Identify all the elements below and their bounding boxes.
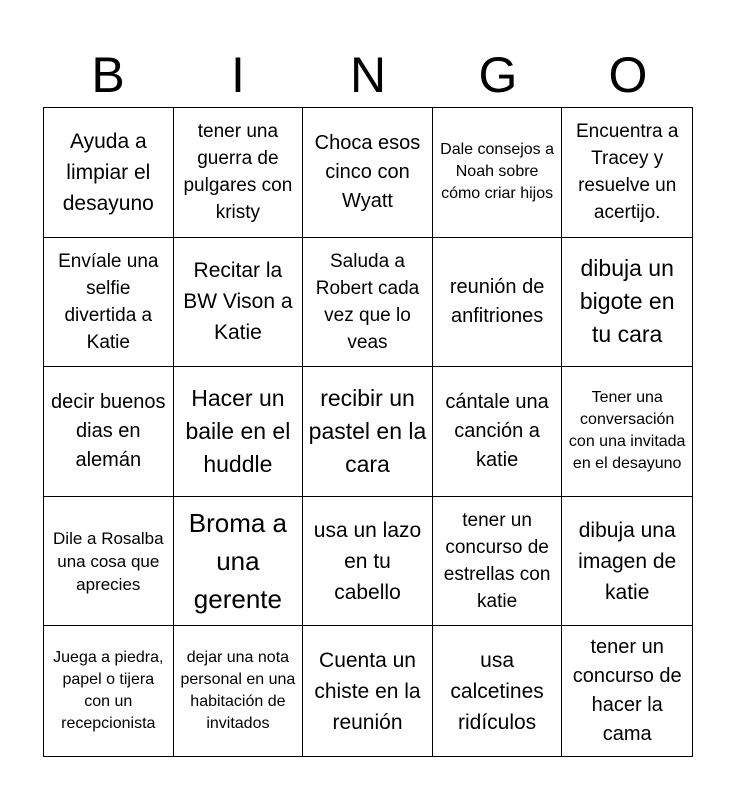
header-letter-n: N <box>349 47 387 103</box>
bingo-cell-r1c4: Dale consejos a Noah sobre cómo criar hijos <box>433 108 563 238</box>
bingo-cell-r3c3: recibir un pastel en la cara <box>303 367 433 497</box>
bingo-cell-r5c4: usa calcetines ridículos <box>433 626 563 756</box>
bingo-cell-r2c5: dibuja un bigote en tu cara <box>562 238 692 368</box>
bingo-cell-r2c4: reunión de anfitriones <box>433 238 563 368</box>
header-letter-o: O <box>608 47 648 103</box>
bingo-cell-r2c2: Recitar la BW Vison a Katie <box>174 238 304 368</box>
bingo-cell-r5c3: Cuenta un chiste en la reunión <box>303 626 433 756</box>
bingo-cell-r2c3: Saluda a Robert cada vez que lo veas <box>303 238 433 368</box>
bingo-cell-r3c4: cántale una canción a katie <box>433 367 563 497</box>
bingo-cell-r1c2: tener una guerra de pulgares con kristy <box>174 108 304 238</box>
bingo-cell-r3c2: Hacer un baile en el huddle <box>174 367 304 497</box>
bingo-cell-r5c2: dejar una nota personal en una habitación de invitados <box>174 626 304 756</box>
bingo-cell-r4c5: dibuja una imagen de katie <box>562 497 692 627</box>
bingo-cell-r5c5: tener un concurso de hacer la cama <box>572 636 682 746</box>
bingo-grid <box>43 107 693 757</box>
bingo-cell-r5c1: Juega a piedra, papel o tijera con un recepcionista <box>44 626 174 756</box>
header-letter-i: I <box>231 47 245 103</box>
header-letter-b: B <box>91 47 125 103</box>
header-letter-g: G <box>478 47 518 103</box>
bingo-cell-r2c1: Envíale una selfie divertida a Katie <box>44 238 174 368</box>
bingo-cell-r1c1: Ayuda a limpiar el desayuno <box>44 108 174 238</box>
bingo-cell-r4c3: usa un lazo en tu cabello <box>303 497 433 627</box>
bingo-cell-r1c3: Choca esos cinco con Wyatt <box>303 108 433 238</box>
bingo-cell-r4c2: Broma a una gerente <box>174 497 304 627</box>
bingo-cell-r3c1: decir buenos dias en alemán <box>44 367 174 497</box>
bingo-header <box>43 44 693 106</box>
bingo-cell-r4c4: tener un concurso de estrellas con katie <box>433 497 563 627</box>
bingo-cell-r4c1: Dile a Rosalba una cosa que aprecies <box>44 497 174 627</box>
bingo-cell-r3c5: Tener una conversación con una invitada en el desayuno <box>562 367 692 497</box>
bingo-cell-r1c5: Encuentra a Tracey y resuelve un acertijo. <box>562 108 692 238</box>
